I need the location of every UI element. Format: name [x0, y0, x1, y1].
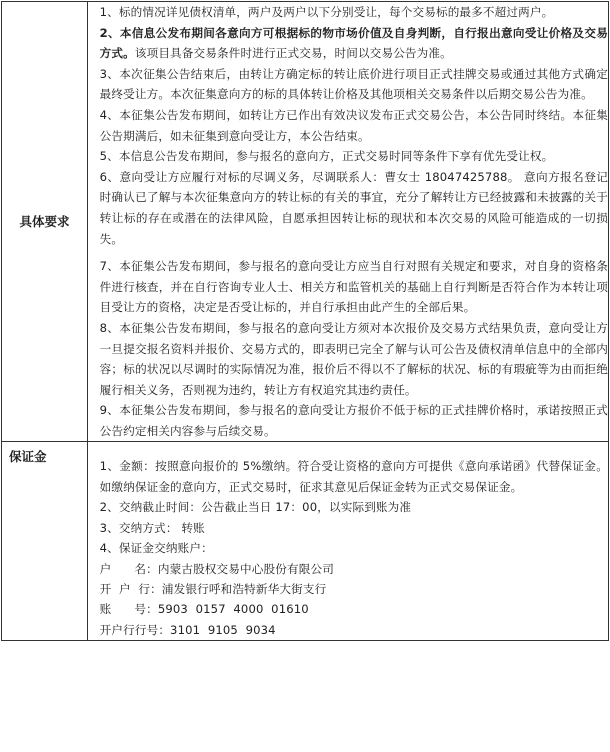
deposit-deadline: 2、交纳截止时间：公告截止当日 17：00，以实际到账为准: [99, 500, 412, 515]
deposit-content: [88, 442, 609, 641]
deposit-bank-code: 开户行行号：3101 9105 9034: [99, 622, 276, 637]
requirements-row: [2, 2, 609, 442]
deposit-method: 3、交纳方式： 转账: [99, 520, 205, 535]
deposit-account-number: 账 号：5903 0157 4000 01610: [99, 602, 309, 617]
requirement-item-1: 1、标的情况详见债权清单，两户及两户以下分别受让，每个交易标的最多不超过两户。: [99, 5, 554, 19]
requirement-item-9: 9、本征集公告发布期间，参与报名的意向受让方报价不低于标的正式挂牌价格时，承诺按照正式公告约定相关内容参与后续交易。: [99, 403, 608, 438]
deposit-row: [2, 442, 609, 641]
requirement-item-8: 8、本征集公告发布期间，参与报名的意向受让方须对本次报价及交易方式结果负责，意向受让方一旦提交报名资料并报价、交易方式的，即表明已完全了解与认可公告及债权清单信息中的全部内容；标的状况以尽调时的实际情况为准，报价后不得以不了解标的状况、标的有瑕疵等为由而拒绝履行相关义务，否则视为违约，转让方有权追究其违约责任。: [99, 320, 608, 397]
deposit-label: 保证金: [2, 442, 88, 641]
deposit-account-title: 4、保证金交纳账户：: [99, 541, 213, 556]
requirement-item-2-bold: 2、本信息公发布期间各意向方可根据标的物市场价值及自身判断，自行报出意向受让价格及交易方式。: [99, 25, 608, 61]
deposit-amount: 1、金额：按照意向报价的 5%缴纳。符合受让资格的意向方可提供《意向承诺函》代替保证金。如缴纳保证金的意向方，正式交易时，征求其意见后保证金转为正式交易保证金。: [99, 459, 608, 494]
announcement-table: [1, 1, 609, 641]
requirement-item-2-text: 该项目具备交易条件时进行正式交易，时间以交易公告为准。: [134, 46, 452, 61]
requirement-item-3: 3、本次征集公告结束后，由转让方确定标的转让底价进行项目正式挂牌交易或通过其他方式确定最终受让方。本次征集意向方的标的具体转让价格及其他项相关交易条件以后期交易公告为准。: [99, 66, 608, 102]
deposit-bank: 开 户 行：浦发银行呼和浩特新华大街支行: [99, 581, 327, 596]
requirements-label: 具体要求: [2, 2, 88, 442]
requirements-content: [88, 2, 609, 442]
requirement-item-4: 4、本征集公告发布期间，如转让方已作出有效决议发布正式交易公告，本公告同时终结。本征集公告期满后，如未征集到意向受让方，本公告结束。: [99, 107, 608, 143]
requirement-item-5: 5、本信息公告发布期间，参与报名的意向方，正式交易时同等条件下享有优先受让权。: [99, 149, 554, 164]
requirement-item-7: 7、本征集公告发布期间，参与报名的意向受让方应当自行对照有关规定和要求，对自身的资格条件进行核查，并在自行咨询专业人士、相关方和监管机关的基础上自行判断是否符合作为本转让项目受让方的资格，决定是否受让标的，并自行承担由此产生的全部后果。: [99, 259, 608, 315]
requirement-item-2: [88, 23, 608, 64]
deposit-account-name: 户 名：内蒙古股权交易中心股份有限公司: [99, 561, 334, 576]
requirement-item-6: 6、意向受让方应履行对标的尽调义务，尽调联系人：曹女士 18047425788。 意向方报名登记时确认已了解与本次征集意向方的转让标的有关的事宜，充分了解转让方已经披露和未披露的关于转让标的存在或潜在的法律风险，自愿承担因转让标的现状和本次交易的风险可能造成的一切损失。: [99, 169, 608, 246]
